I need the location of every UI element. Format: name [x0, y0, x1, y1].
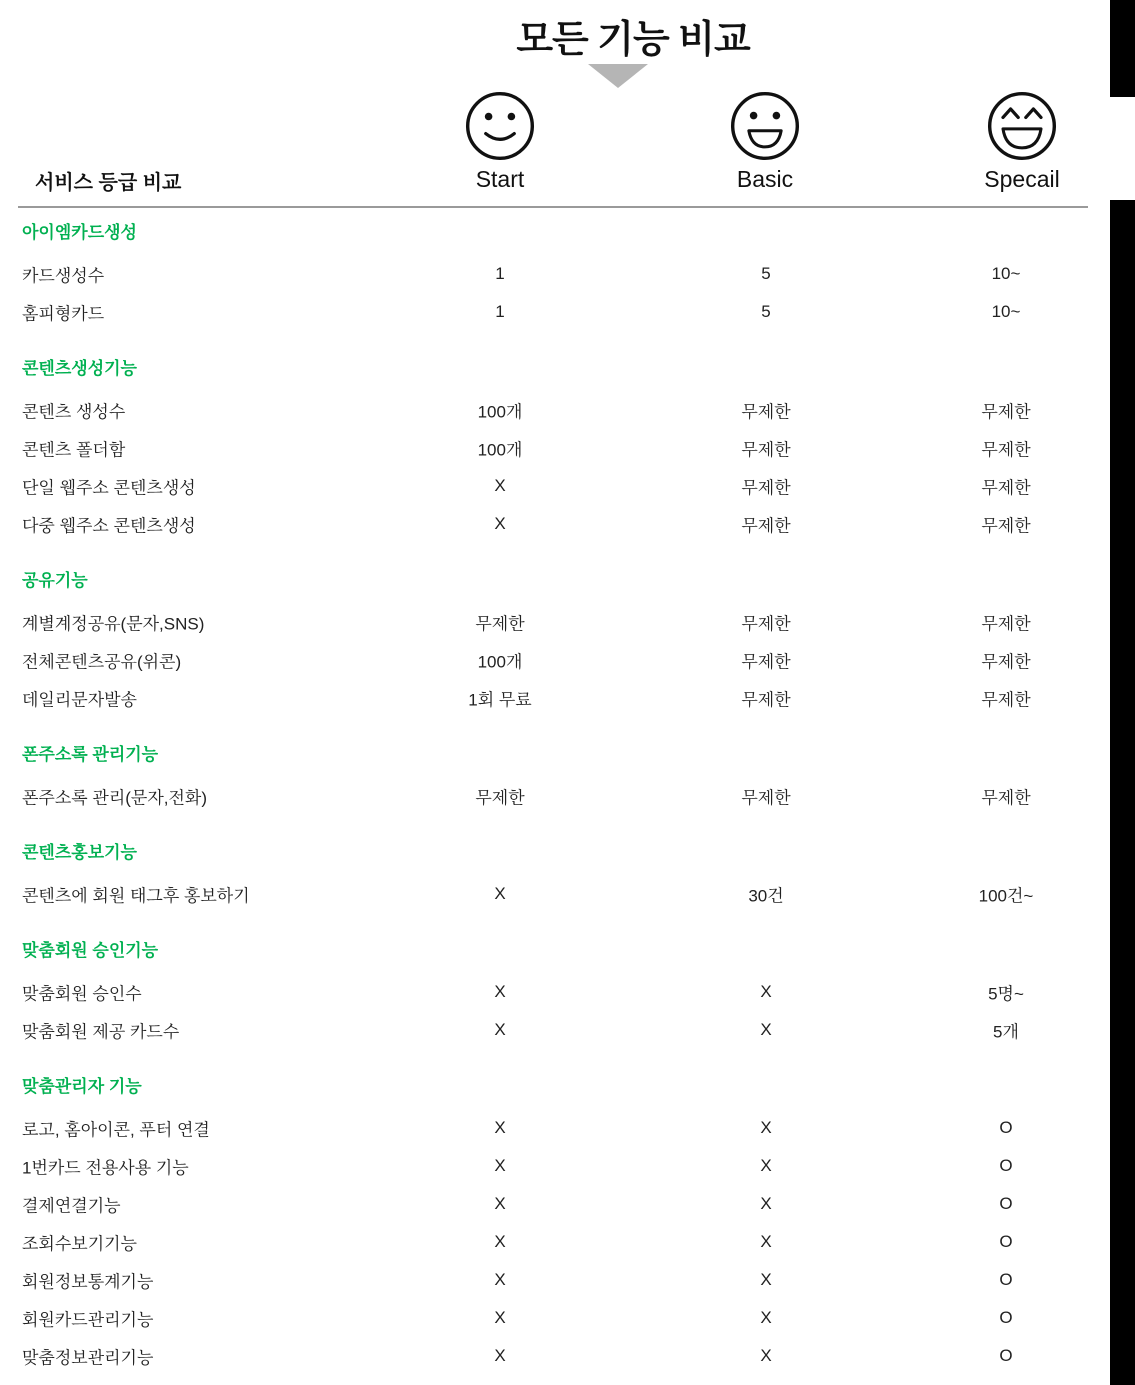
feature-label: 1번카드 전용사용 기능	[22, 1158, 189, 1178]
section-title: 폰주소록 관리기능	[22, 745, 159, 764]
feature-row	[0, 1299, 1110, 1337]
feature-value-basic: 무제한	[741, 402, 791, 422]
feature-value-start: X	[494, 514, 506, 533]
feature-value-specail: 무제한	[981, 440, 1031, 460]
feature-section	[0, 357, 1110, 543]
feature-label: 다중 웹주소 콘텐츠생성	[22, 516, 196, 536]
page-title: 모든 기능 비교	[516, 19, 750, 61]
feature-value-basic: 무제한	[741, 614, 791, 634]
feature-value-specail: 무제한	[981, 516, 1031, 536]
feature-value-specail: 무제한	[981, 402, 1031, 422]
feature-value-start: 1	[495, 302, 505, 321]
feature-value-start: X	[494, 1232, 506, 1251]
feature-value-specail: O	[999, 1308, 1013, 1327]
feature-label: 맞춤회원 승인수	[22, 984, 142, 1004]
feature-value-basic: X	[760, 1232, 772, 1251]
feature-section	[0, 569, 1110, 717]
feature-label: 회원카드관리기능	[22, 1310, 154, 1330]
feature-comparison-table	[0, 208, 1110, 1375]
smiley-open-smile-icon	[690, 88, 840, 164]
feature-value-start: 무제한	[475, 788, 525, 808]
feature-value-specail: O	[999, 1232, 1013, 1251]
feature-row	[0, 1261, 1110, 1299]
section-title: 콘텐츠생성기능	[22, 359, 137, 378]
feature-value-basic: 무제한	[741, 478, 791, 498]
feature-row	[0, 429, 1110, 467]
feature-value-specail: 무제한	[981, 788, 1031, 808]
feature-value-basic: 무제한	[741, 652, 791, 672]
feature-row	[0, 973, 1110, 1011]
feature-section	[0, 1075, 1110, 1375]
down-triangle-icon	[588, 64, 648, 88]
feature-row	[0, 1223, 1110, 1261]
smiley-slight-smile-icon	[425, 88, 575, 164]
feature-value-basic: X	[760, 1156, 772, 1175]
feature-row	[0, 1185, 1110, 1223]
feature-value-start: 100개	[477, 440, 523, 460]
feature-value-basic: X	[760, 1308, 772, 1327]
feature-value-start: X	[494, 1308, 506, 1327]
feature-label: 결제연결기능	[22, 1196, 121, 1216]
feature-value-specail: O	[999, 1270, 1013, 1289]
feature-value-specail: 5명~	[988, 984, 1024, 1004]
feature-value-start: X	[494, 476, 506, 495]
feature-value-basic: X	[760, 982, 772, 1001]
feature-value-basic: 30건	[748, 886, 784, 906]
feature-row	[0, 391, 1110, 429]
feature-label: 로고, 홈아이콘, 푸터 연결	[22, 1120, 210, 1140]
feature-value-start: X	[494, 1156, 506, 1175]
feature-section	[0, 221, 1110, 331]
feature-value-start: 무제한	[475, 614, 525, 634]
feature-label: 폰주소록 관리(문자,전화)	[22, 788, 207, 808]
feature-value-basic: 무제한	[741, 788, 791, 808]
feature-label: 조회수보기기능	[22, 1234, 137, 1254]
feature-value-basic: 5	[761, 302, 771, 321]
section-title: 공유기능	[22, 571, 88, 590]
feature-value-specail: 100건~	[978, 886, 1034, 906]
plan-column-specail	[947, 88, 1097, 193]
feature-label: 콘텐츠 폴더함	[22, 440, 126, 460]
feature-section	[0, 841, 1110, 913]
feature-label: 맞춤회원 제공 카드수	[22, 1022, 180, 1042]
feature-value-specail: O	[999, 1118, 1013, 1137]
feature-label: 전체콘텐츠공유(위콘)	[22, 652, 182, 672]
feature-value-basic: 무제한	[741, 516, 791, 536]
feature-value-start: 100개	[477, 402, 523, 422]
feature-label: 콘텐츠 생성수	[22, 402, 126, 422]
feature-row	[0, 1337, 1110, 1375]
feature-row	[0, 467, 1110, 505]
feature-value-start: X	[494, 1118, 506, 1137]
right-black-bar-top	[1110, 0, 1135, 97]
feature-value-start: X	[494, 884, 506, 903]
feature-row	[0, 1011, 1110, 1049]
feature-value-basic: X	[760, 1194, 772, 1213]
feature-value-start: X	[494, 1346, 506, 1365]
feature-section	[0, 743, 1110, 815]
feature-row	[0, 293, 1110, 331]
feature-value-specail: 10~	[991, 264, 1021, 283]
feature-row	[0, 641, 1110, 679]
feature-label: 회원정보통계기능	[22, 1272, 154, 1292]
feature-label: 카드생성수	[22, 266, 105, 286]
plan-column-start	[425, 88, 575, 193]
feature-value-specail: 10~	[991, 302, 1021, 321]
feature-label: 단일 웹주소 콘텐츠생성	[22, 478, 196, 498]
feature-value-basic: X	[760, 1118, 772, 1137]
feature-row	[0, 1109, 1110, 1147]
feature-value-basic: X	[760, 1270, 772, 1289]
feature-label: 홈피형카드	[22, 304, 105, 324]
feature-row	[0, 875, 1110, 913]
feature-label: 계별계정공유(문자,SNS)	[22, 614, 205, 634]
feature-row	[0, 777, 1110, 815]
plan-label: Start	[475, 166, 525, 192]
plan-column-basic	[690, 88, 840, 193]
feature-value-start: X	[494, 1020, 506, 1039]
feature-row	[0, 679, 1110, 717]
feature-value-start: 100개	[477, 652, 523, 672]
feature-section	[0, 939, 1110, 1049]
smiley-laughing-icon	[947, 88, 1097, 164]
feature-value-specail: O	[999, 1194, 1013, 1213]
right-black-bar-bottom	[1110, 200, 1135, 1385]
service-grade-heading: 서비스 등급 비교	[35, 172, 182, 194]
feature-value-basic: 무제한	[741, 440, 791, 460]
section-title: 아이엠카드생성	[22, 223, 137, 242]
feature-value-specail: O	[999, 1156, 1013, 1175]
feature-label: 데일리문자발송	[22, 690, 137, 710]
feature-value-basic: X	[760, 1346, 772, 1365]
feature-value-start: X	[494, 982, 506, 1001]
feature-label: 콘텐츠에 회원 태그후 홍보하기	[22, 886, 250, 906]
feature-value-start: X	[494, 1194, 506, 1213]
feature-row	[0, 1147, 1110, 1185]
feature-value-start: 1회 무료	[468, 690, 532, 710]
feature-value-specail: 5개	[993, 1022, 1019, 1042]
plan-label: Basic	[736, 166, 794, 192]
feature-label: 맞춤정보관리기능	[22, 1348, 154, 1368]
section-title: 맞춤관리자 기능	[22, 1077, 142, 1096]
feature-value-basic: 무제한	[741, 690, 791, 710]
feature-value-basic: X	[760, 1020, 772, 1039]
feature-value-specail: 무제한	[981, 690, 1031, 710]
section-title: 콘텐츠홍보기능	[22, 843, 137, 862]
feature-value-specail: O	[999, 1346, 1013, 1365]
feature-value-start: X	[494, 1270, 506, 1289]
feature-value-specail: 무제한	[981, 478, 1031, 498]
feature-value-start: 1	[495, 264, 505, 283]
feature-value-specail: 무제한	[981, 614, 1031, 634]
feature-row	[0, 603, 1110, 641]
feature-row	[0, 255, 1110, 293]
feature-value-specail: 무제한	[981, 652, 1031, 672]
feature-value-basic: 5	[761, 264, 771, 283]
feature-row	[0, 505, 1110, 543]
plan-label: Specail	[984, 166, 1060, 192]
section-title: 맞춤회원 승인기능	[22, 941, 159, 960]
